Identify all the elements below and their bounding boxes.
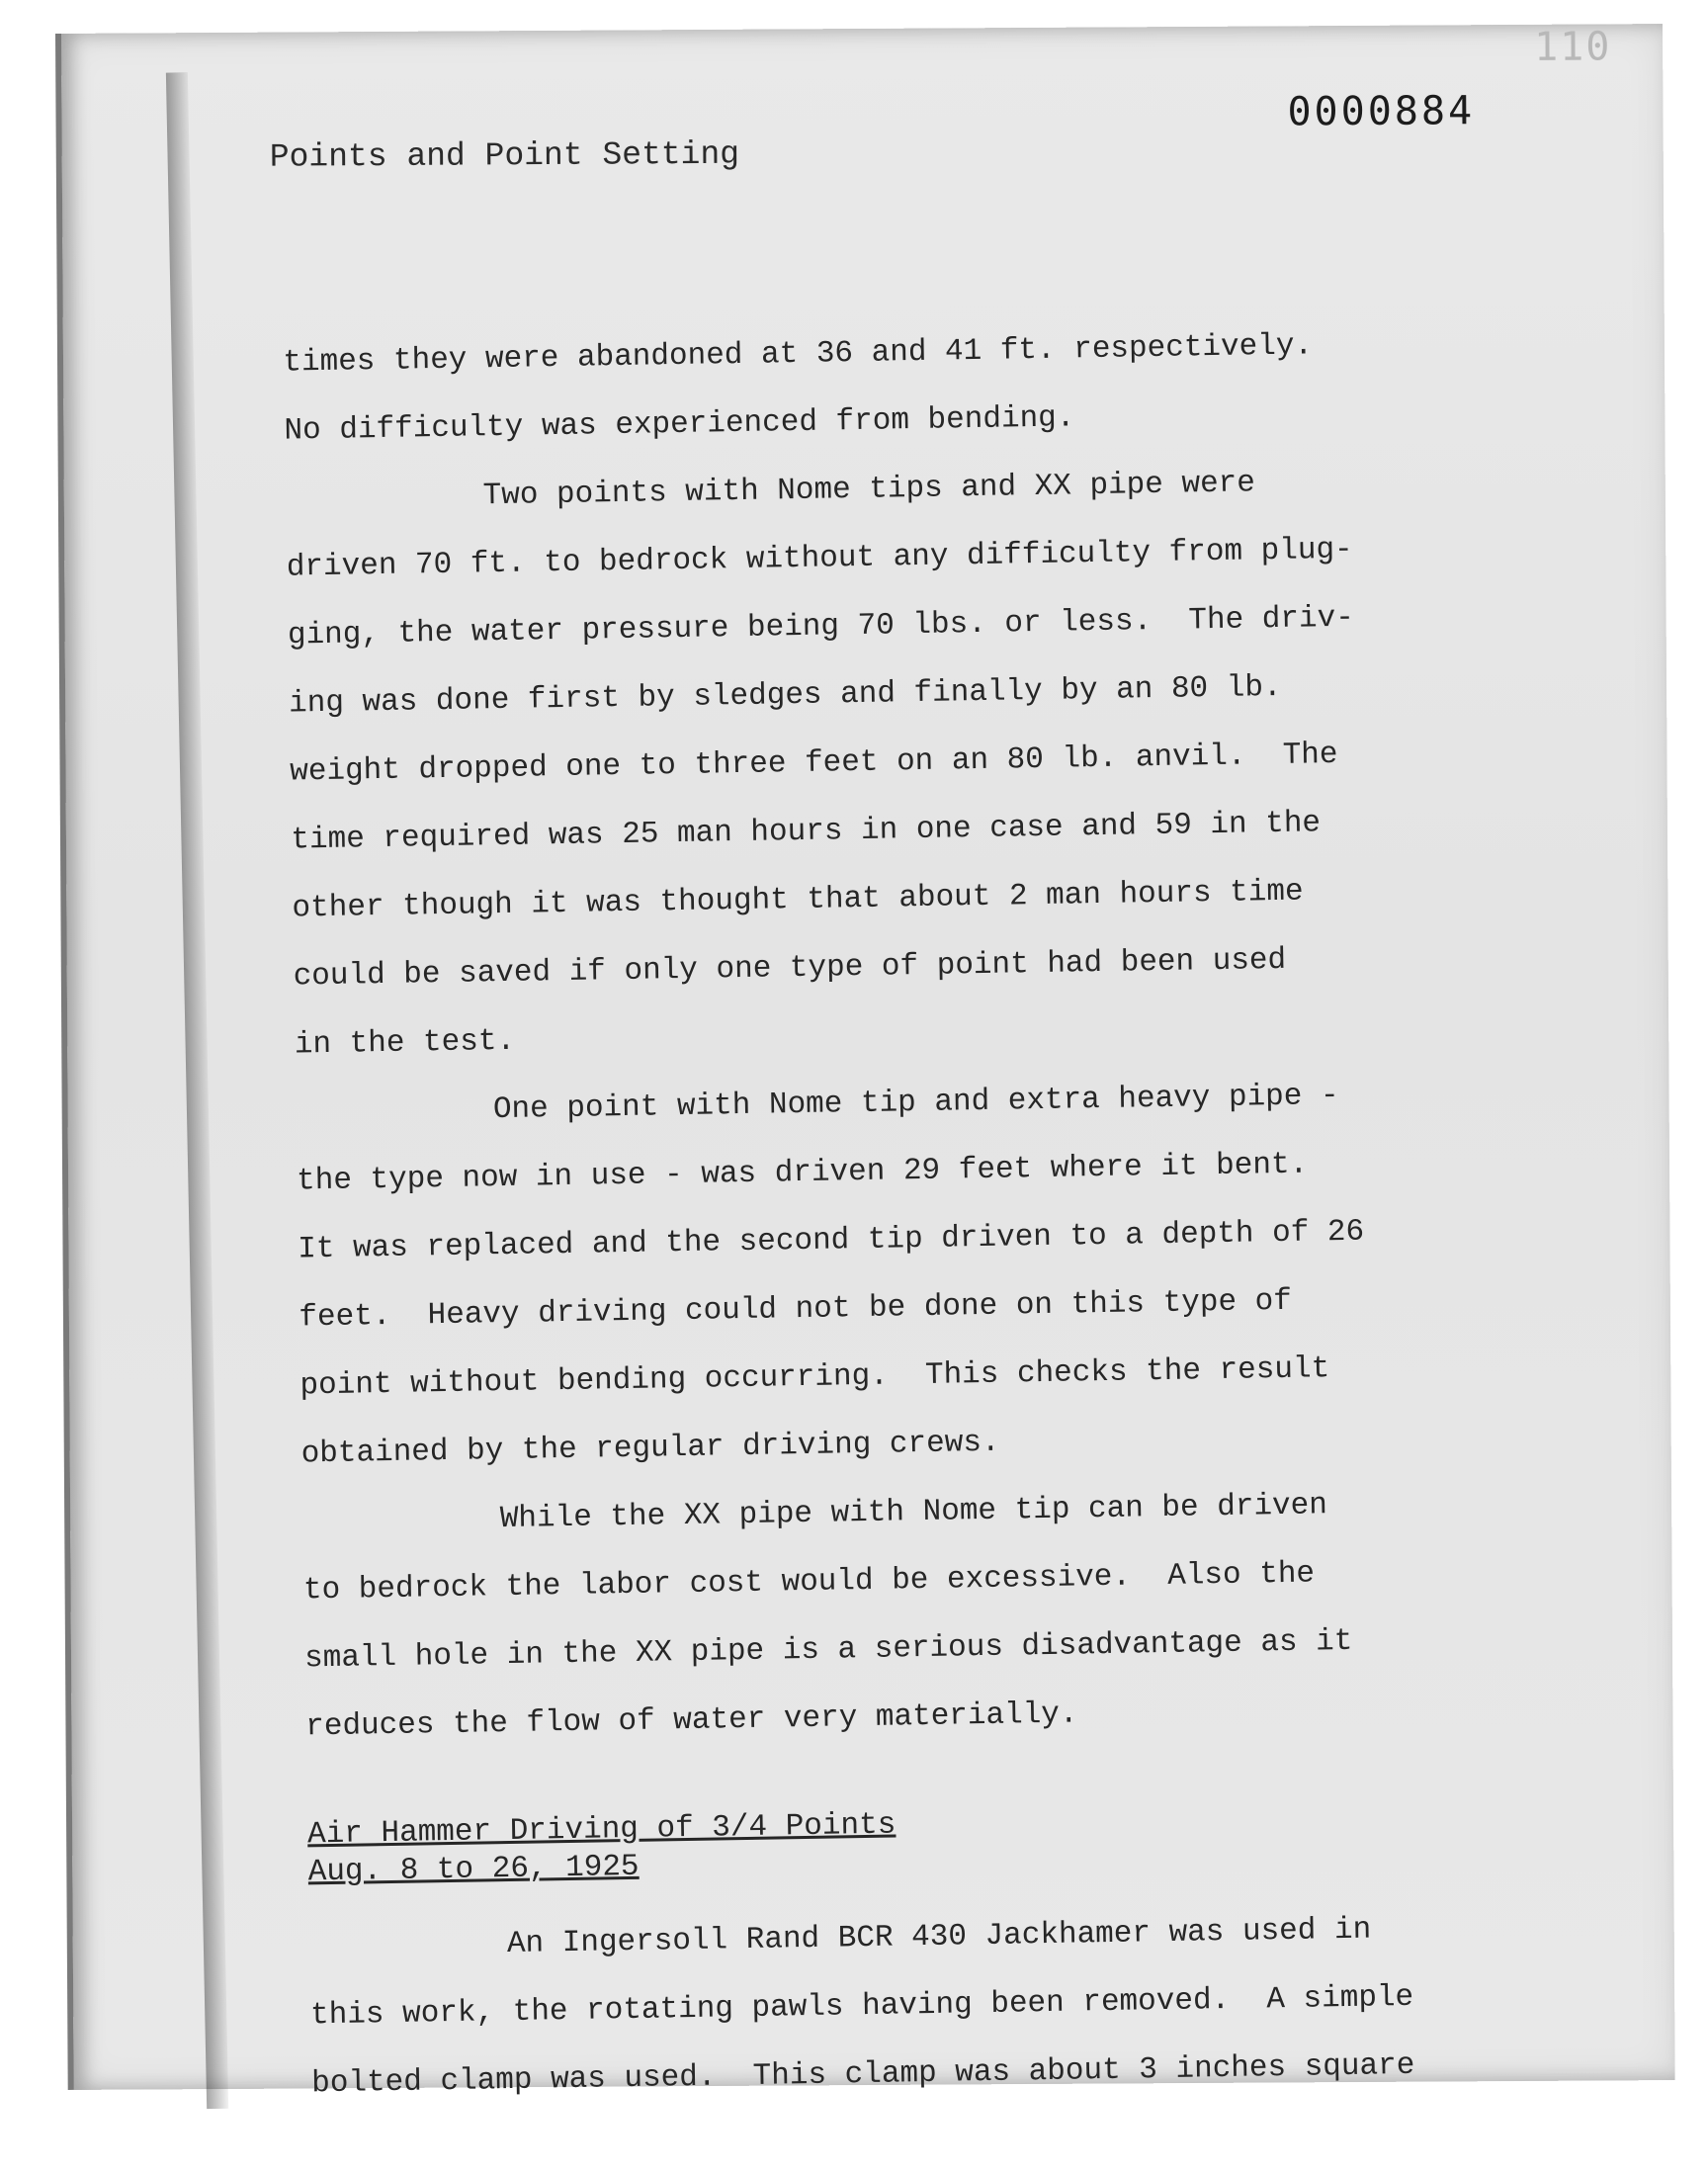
text-line: could be saved if only one type of point had been used: [293, 942, 1287, 995]
text-line: While the XX pipe with Nome tip can be driven: [499, 1488, 1328, 1537]
text-line: No difficulty was experienced from bending.: [284, 400, 1075, 449]
text-line: An Ingersoll Rand BCR 430 Jackhamer was used in: [506, 1912, 1372, 1962]
text-line: in the test.: [294, 1023, 516, 1063]
text-line: to bedrock the labor cost would be excessive. Also the: [302, 1556, 1316, 1609]
text-line: other though it was thought that about 2 man hours time: [292, 874, 1304, 926]
text-line: times they were abandoned at 36 and 41 ft. respectively.: [283, 328, 1314, 381]
text-line: It was replaced and the second tip driven to a depth of 26: [297, 1214, 1365, 1267]
text-line: One point with Nome tip and extra heavy pipe -: [492, 1078, 1339, 1128]
text-line: time required was 25 man hours in one case and 59 in the: [291, 806, 1322, 858]
text-line: Two points with Nome tips and XX pipe were: [482, 466, 1256, 514]
binding-shadow: [166, 72, 228, 2109]
typed-body: [283, 307, 1597, 2118]
text-line: driven 70 ft. to bedrock without any difficulty from plug-: [286, 532, 1353, 585]
text-line: feet. Heavy driving could not be done on this type of: [299, 1283, 1293, 1336]
text-line: bolted clamp was used. This clamp was about 3 inches square: [310, 2047, 1415, 2102]
text-line: reduces the flow of water very materially.: [304, 1696, 1078, 1745]
text-line: ing was done first by sledges and finally by an 80 lb.: [288, 669, 1282, 722]
text-line: this work, the rotating pawls having been removed. A simple: [309, 1979, 1414, 2034]
text-line: the type now in use - was driven 29 feet where it bent.: [296, 1147, 1309, 1199]
text-line: obtained by the regular driving crews.: [300, 1425, 1000, 1472]
section-heading-title: Air Hammer Driving of 3/4 Points: [306, 1807, 897, 1853]
text-line: point without bending occurring. This checks the result: [299, 1351, 1330, 1404]
text-line: ging, the water pressure being 70 lbs. or less. The driv-: [287, 600, 1355, 653]
text-line: small hole in the XX pipe is a serious disadvantage as it: [303, 1623, 1353, 1677]
text-line: weight dropped one to three feet on an 80 lb. anvil. The: [289, 737, 1338, 790]
page-corner-number: 110: [1533, 24, 1612, 70]
section-heading-dates: Aug. 8 to 26, 1925: [307, 1849, 640, 1890]
page-header: Points and Point Setting: [269, 135, 740, 176]
paper-page: [55, 24, 1675, 2102]
document-id: 0000884: [1287, 88, 1476, 135]
